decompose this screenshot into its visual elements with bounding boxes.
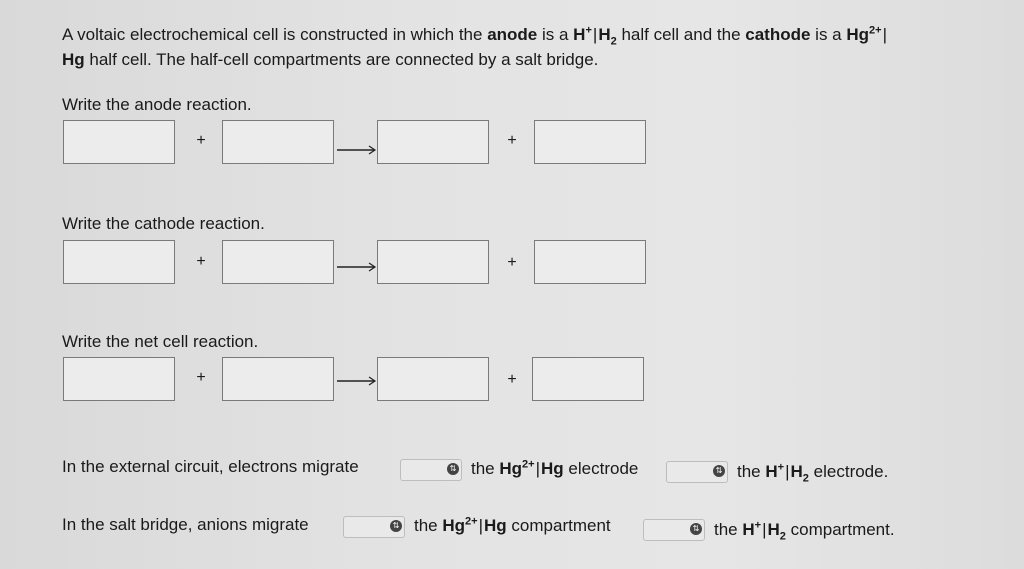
- plus-sign: +: [196, 369, 206, 386]
- h-symbol: H: [742, 520, 755, 539]
- h2-subscript: 2: [802, 472, 809, 485]
- net-reactant-2-box[interactable]: [222, 357, 334, 401]
- anode-label: Write the anode reaction.: [62, 95, 252, 114]
- net-equation-row: [0, 357, 1024, 407]
- cathode-reactant-1-box[interactable]: [63, 240, 175, 284]
- anode-equation-row: [0, 120, 1024, 170]
- problem-statement: [62, 22, 1002, 72]
- cathode-equation-row: [0, 240, 1024, 290]
- electrons-direction-select-1[interactable]: [400, 459, 462, 481]
- anode-product-2-box[interactable]: [534, 120, 646, 164]
- phase-bar: |: [592, 25, 598, 44]
- dropdown-chevron-icon: ⇅: [447, 463, 459, 475]
- reaction-arrow-icon: [337, 375, 377, 387]
- cathode-reactant-2-box[interactable]: [222, 240, 334, 284]
- net-product-1-box[interactable]: [377, 357, 489, 401]
- anions-prompt: In the salt bridge, anions migrate: [62, 515, 309, 534]
- anode-product-1-box[interactable]: [377, 120, 489, 164]
- electrons-direction-select-2[interactable]: [666, 461, 728, 483]
- option-the: the: [737, 462, 761, 481]
- h2-subscript: 2: [610, 35, 617, 48]
- hg-ion-symbol: Hg: [846, 25, 870, 44]
- hg-ion-symbol: Hg: [442, 516, 466, 535]
- plus-sign: +: [507, 371, 517, 388]
- electrons-prompt: In the external circuit, electrons migrate: [62, 457, 359, 476]
- plus-sign: +: [507, 132, 517, 149]
- h-symbol: H: [765, 462, 778, 481]
- hg-metal-symbol: Hg: [484, 516, 507, 535]
- anions-direction-select-2[interactable]: [643, 519, 705, 541]
- electrode-word: electrode.: [813, 462, 889, 481]
- plus-sign: +: [196, 253, 206, 270]
- plus-sign: +: [196, 132, 206, 149]
- phase-bar: |: [762, 520, 767, 539]
- option-the: the: [414, 516, 438, 535]
- net-reactant-1-box[interactable]: [63, 357, 175, 401]
- dropdown-chevron-icon: ⇅: [390, 520, 402, 532]
- h-electrode-option: [737, 461, 889, 485]
- compartment-word: compartment.: [790, 520, 895, 539]
- hg-metal-symbol: Hg: [541, 459, 564, 478]
- phase-bar: |: [882, 25, 887, 44]
- option-the: the: [714, 520, 738, 539]
- hg-charge: 2+: [522, 458, 535, 471]
- cathode-product-1-box[interactable]: [377, 240, 489, 284]
- phase-bar: |: [785, 462, 790, 481]
- h2-symbol: H: [598, 25, 611, 44]
- reaction-arrow-icon: [337, 144, 377, 156]
- hg-metal-symbol: Hg: [62, 50, 85, 69]
- plus-sign: +: [507, 254, 517, 271]
- anions-direction-select-1[interactable]: [343, 516, 405, 538]
- h-charge: +: [777, 461, 785, 474]
- hg-charge: 2+: [465, 515, 478, 528]
- h-charge: +: [754, 519, 762, 532]
- dropdown-chevron-icon: ⇅: [690, 523, 702, 535]
- h2-symbol: H: [767, 520, 780, 539]
- h2-symbol: H: [790, 462, 803, 481]
- cathode-word: cathode: [745, 25, 811, 44]
- h-symbol: H: [573, 25, 586, 44]
- hg-charge: 2+: [869, 24, 882, 37]
- phase-bar: |: [535, 459, 541, 478]
- anode-word: anode: [487, 25, 538, 44]
- dropdown-chevron-icon: ⇅: [713, 465, 725, 477]
- anode-reactant-1-box[interactable]: [63, 120, 175, 164]
- intro-text-3: half cell and the: [616, 25, 746, 44]
- compartment-word: compartment: [511, 516, 611, 535]
- electrode-word: electrode: [568, 459, 639, 478]
- intro-text-5: half cell. The half-cell compartments are connected by a salt bridge.: [84, 50, 599, 69]
- intro-text-2: is a: [537, 25, 574, 44]
- intro-text-4: is a: [810, 25, 847, 44]
- hg-ion-symbol: Hg: [499, 459, 523, 478]
- h-compartment-option: [714, 519, 895, 543]
- cathode-product-2-box[interactable]: [534, 240, 646, 284]
- phase-bar: |: [478, 516, 484, 535]
- h-charge: +: [585, 24, 592, 37]
- net-reaction-label: Write the net cell reaction.: [62, 332, 259, 351]
- cathode-label: Write the cathode reaction.: [62, 214, 265, 233]
- hg-electrode-option: [471, 459, 638, 479]
- h2-subscript: 2: [779, 530, 786, 543]
- intro-text-1: A voltaic electrochemical cell is constructed in which the: [62, 25, 488, 44]
- reaction-arrow-icon: [337, 261, 377, 273]
- option-the: the: [471, 459, 495, 478]
- hg-compartment-option: [414, 516, 611, 536]
- net-product-2-box[interactable]: [532, 357, 644, 401]
- anode-reactant-2-box[interactable]: [222, 120, 334, 164]
